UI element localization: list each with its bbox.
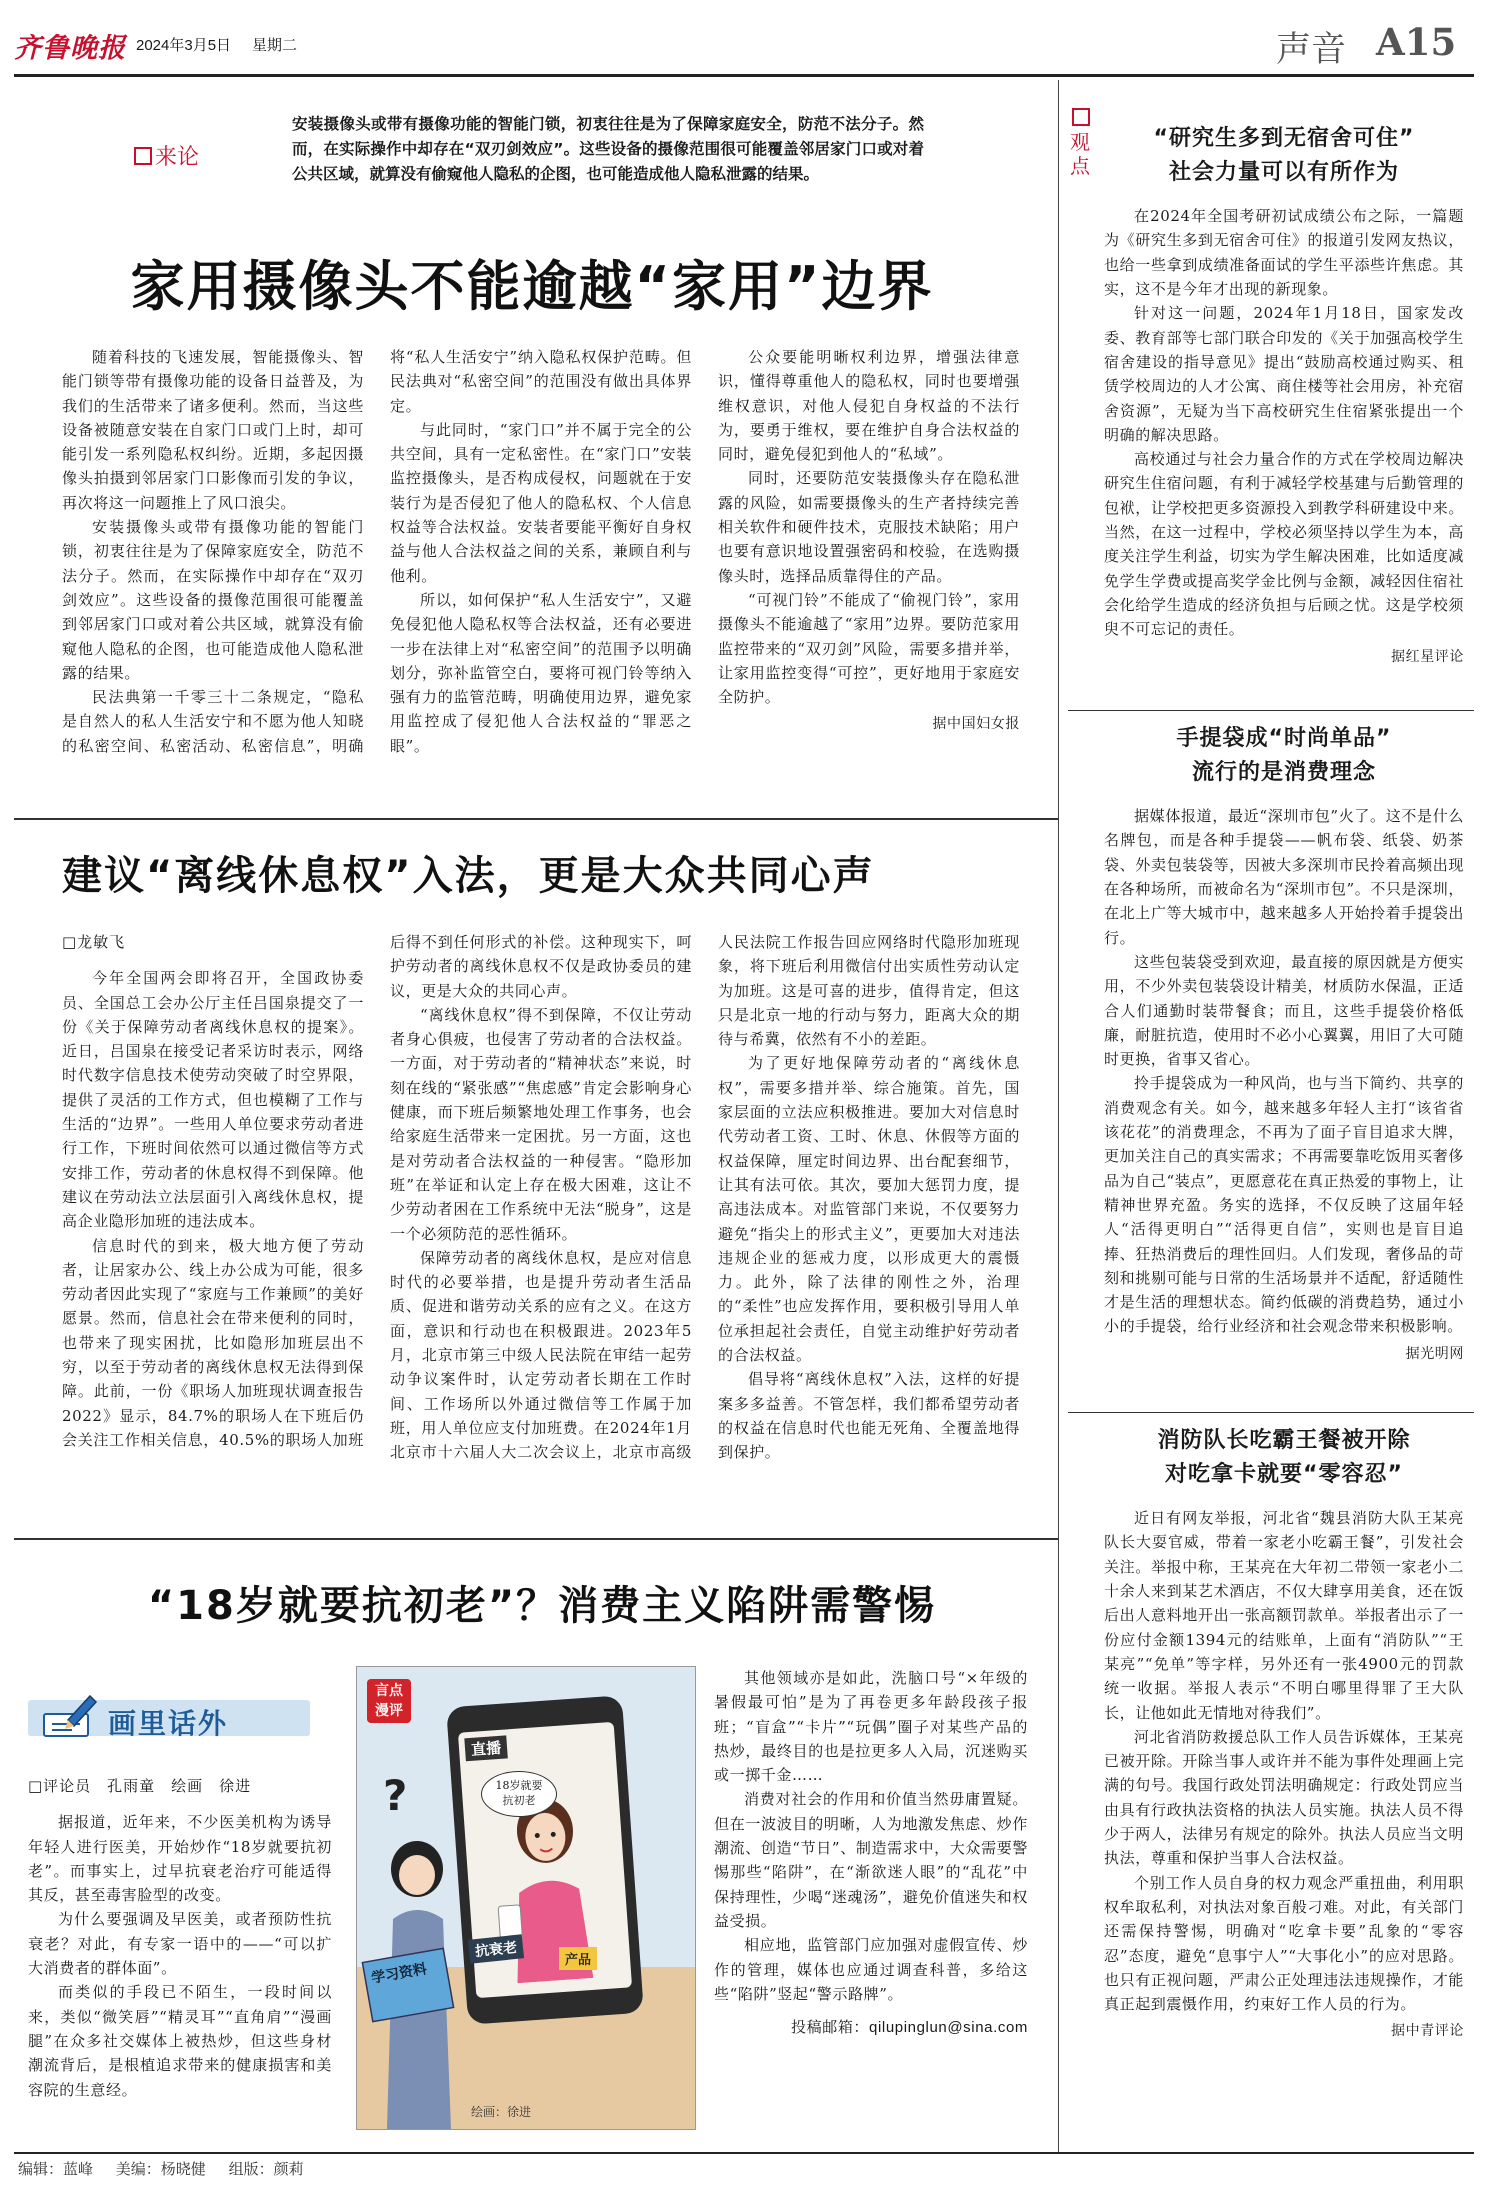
article-source: 据中国妇女报 [932,716,1020,733]
footer-proof: 组版：颜莉 [228,2160,304,2178]
paragraph: 倡导将“离线休息权”入法，这样的好提案多多益善。不管怎样，我们都希望劳动者的权益在信息时代也能无死角、全覆盖地得到保护。 [718,1370,1020,1462]
paragraph: 个别工作人员自身的权力观念严重扭曲，利用职权牟取私利，对执法对象百般刁难。对此，有关部门还需保持警惕，明确对“吃拿卡要”乱象的“零容忍”态度，避免“息事宁人”“大事化小”的应对思路。也只有正视问题，严肃公正处理违法违规操作，才能真正起到震慑作用，约束好工作人员的行为。 [1104,1873,1464,2014]
paragraph: 近日有网友举报，河北省“魏县消防大队王某亮队长大耍官威，带着一家老小吃霸王餐”，引发社会关注。举报中称，王某亮在大年初二带领一家老小二十余人来到某艺术酒店，不仅大肆享用美食，还在饭后出人意料地开出一张高额罚款单。举报者出示了一份应付金额1394元的结账单，上面有“消防队”“王某亮”“免单”等字样，另外还有一张4900元的罚款统一收据。举报人表示“不明白哪里得罪了王大队长，让他如此无情地对待我们”。 [1104,1509,1464,1722]
paragraph: 同时，还要防范安装摄像头存在隐私泄露的风险，如需要摄像头的生产者持续完善相关软件和硬件技术，克服技术缺陷；用户也要有意识地设置强密码和校验，在选购摄像头时，选择品质靠得住的产品。 [718,469,1020,585]
opinion-title: 手提袋成“时尚单品” 流行的是消费理念 [1176,726,1392,786]
footer-credits [18,2158,304,2179]
paragraph: 据媒体报道，最近“深圳市包”火了。这不是什么名牌包，而是各种手提袋——帆布袋、纸袋、奶茶袋、外卖包装袋等，因被大多深圳市民拎着高频出现在各种场所，而被命名为“深圳市包”。不只是深圳，在北上广等大城市中，越来越多人开始拎着手提袋出行。 [1104,807,1464,947]
paragraph: 为了更好地保障劳动者的“离线休息权”，需要多措并举、综合施策。首先，国家层面的立法应积极推进。要加大对信息时代劳动者工资、工时、休息、休假等方面的权益保障，厘定时间边界、出台配套细节，让其有法可依。其次，要加大惩罚力度，提高违法成本。对监管部门来说，不仅要努力避免“指尖上的形式主义”，更要加大对违法违规企业的惩戒力度，以形成更大的震慑力。此外，除了法律的刚性之外，治理的“柔性”也应发挥作用，要积极引导用人单位承担起社会责任，自觉主动维护好劳动者的合法权益。 [718,1054,1020,1365]
paragraph: 所以，如何保护“私人生活安宁”，又避免侵犯他人隐私权等合法权益，还有必要进一步在法律上对“私密空间”的范围予以明确划分，弥补监管空白，要将可视门铃等纳入强有力的监管范畴，明确使用边界，避免家用监控成了侵犯他人合法权益的“罪恶之眼”。 [390,590,692,755]
headline-camera: 家用摄像头不能逾越“家用”边界 [130,255,934,318]
footer-rule [14,2152,1474,2154]
opinion-body [1104,804,1464,1365]
divider [14,818,1058,820]
divider [1068,1412,1474,1413]
paragraph: 安装摄像头或带有摄像功能的智能门锁，初衷往往是为了保障家庭安全，防范不法分子。然而，在实际操作中却存在“双刃剑效应”。这些设备的摄像范围很可能覆盖到邻居家门口或对着公共区域，就算没有偷窥他人隐私的企图，也可能造成他人隐私泄露的结果。 [62,518,364,682]
paragraph: 为什么要强调及早医美，或者预防性抗衰老？对此，有专家一语中的——“可以扩大消费者的群体面”。 [28,1910,332,1978]
article-source: 据红星评论 [1391,648,1464,665]
cartoon-credit: 绘画：徐进 [471,2105,532,2119]
opinion-title: “研究生多到无宿舍可住” 社会力量可以有所作为 [1153,126,1415,186]
opinion-title: 消防队长吃霸王餐被开除 对吃拿卡就要“零容忍” [1157,1428,1411,1488]
paragraph: 这些包装袋受到欢迎，最直接的原因就是方便实用，不少外卖包装袋设计精美，材质防水保温，正适合人们通勤时装带餐食；而且，这些手提袋价格低廉，耐脏抗造，使用时不必小心翼翼，用旧了大可随时更换，省事又省心。 [1104,952,1464,1069]
live-label: 直播 [464,1735,508,1761]
paragraph: 其他领域亦是如此，洗脑口号“×年级的暑假最可怕”是为了再卷更多年龄段孩子报班；“盲盒”“卡片”“玩偶”圈子对某些产品的热炒，最终目的也是拉更多人入局，沉迷购买或一掷千金…… [714,1669,1028,1785]
article-source: 据中青评论 [1391,2023,1464,2040]
paragraph: 公众要能明晰权利边界，增强法律意识，懂得尊重他人的隐私权，同时也要增强维权意识，对他人侵犯自身权益的不法行为，要勇于维权，要在维护自身合法权益的同时，避免侵犯到他人的“私域”。 [718,348,1020,464]
page-number: A15 [1376,20,1457,64]
paragraph: 今年全国两会即将召开，全国政协委员、全国总工会办公厅主任吕国泉提交了一份《关于保障劳动者离线休息权的提案》。近日，吕国泉在接受记者采访时表示，网络时代数字信息技术使劳动突破了时空界限，提供了灵活的工作方式，但也模糊了工作与生活的“边界”。一些用人单位要求劳动者进行工作，下班时间依然可以通过微信等方式安排工作，劳动者的休息权得不到保障。他建议在劳动法立法层面引入离线休息权，提高企业隐形加班的违法成本。 [62,969,364,1231]
opinion-body [1104,204,1464,668]
paragraph: “可视门铃”不能成了“偷视门铃”，家用摄像头不能逾越了“家用”边界。要防范家用监控带来的“双刃剑”风险，需要多措并举，让家用监控变得“可控”，更好地用于家庭安全防护。 [718,590,1020,707]
paragraph: 与此同时，“家门口”并不属于完全的公共空间，具有一定私密性。在“家门口”安装监控摄像头，是否构成侵权，问题就在于安装行为是否侵犯了他人的隐私权、个人信息权益等合法权益。安装者要能平衡好自身权益与他人合法权益之间的关系，兼顾自利与他利。 [390,420,692,585]
headline-anti-aging: “18岁就要抗初老”？消费主义陷阱需警惕 [147,1583,937,1629]
paragraph: 拎手提袋成为一种风尚，也与当下简约、共享的消费观念有关。如今，越来越多年轻人主打“该省省该花花”的消费理念，不再为了面子盲目追求大牌，更加关注自己的真实需求；不再需要靠吃饭用买奢侈品为自己“装点”，更愿意花在真正热爱的事物上，让精神世界充盈。务实的选择，不仅反映了这届年轻人“活得更明白”“活得更自信”，实则也是盲目追捧、狂热消费后的理性回归。人们发现，奢侈品的苛刻和挑剔可能与日常的生活场景并不适配，舒适随性才是生活的理想状态。简约低碳的消费趋势，通过小小的手提袋，给行业经济和社会观念带来积极影响。 [1104,1074,1464,1336]
submit-email: 投稿邮箱：qilupinglun@sina.com [791,2019,1028,2037]
footer-designer: 美编：杨晓健 [115,2160,206,2178]
article-byline: □评论员 孔雨童 绘画 徐进 [28,1777,252,1795]
tag-study: 学习资料 [370,1961,429,1987]
paragraph: 民法典第一千零三十二条规定，“隐私是自然人的私人生活安宁和不愿为他人知晓的私密空间、私密活动、私密信息”，明确将“私人生活安宁”纳入隐私权保护范畴。但民法典对“私密空间”的范围没有做出具体界定。 [62,348,692,755]
paragraph: 高校通过与社会力量合作的方式在学校周边解决研究生住宿问题，有利于减轻学校基建与后勤管理的包袱，让学校把更多资源投入到教学科研建设中来。当然，在这一过程中，学校必须坚持以学生为本，高度关注学生利益，切实为学生解决困难，比如适度减免学生学费或提高奖学金比例与金额，减轻因住宿社会化给学生造成的经济负担与后顾之忧。这是学校须臾不可忘记的责任。 [1104,450,1464,639]
paper-logo: 齐鲁晚报 [14,33,126,64]
issue-weekday: 星期二 [252,36,298,54]
headline-offline-rest: 建议“离线休息权”入法，更是大众共同心声 [62,853,875,899]
tag-square-icon [1072,108,1090,126]
question-mark-icon: ? [383,1771,408,1820]
footer-editor: 编辑：蓝峰 [18,2160,94,2178]
paragraph: 而类似的手段已不陌生，一段时间以来，类似“微笑唇”“精灵耳”“直角肩”“漫画腿”在众多社交媒体上被热炒，但这些身材潮流背后，是根植追求带来的健康损害和美容院的生意经。 [28,1983,332,2099]
opinion-item-1 [1104,122,1464,668]
article-anti-aging-left [28,1774,332,2139]
article-anti-aging-right [714,1666,1028,2140]
column-divider [1058,80,1059,2152]
divider [14,1538,1058,1540]
paragraph: “离线休息权”得不到保障，不仅让劳动者身心俱疲，也侵害了劳动者的合法权益。一方面，对于劳动者的“精神状态”来说，时刻在线的“紧张感”“焦虑感”肯定会影响身心健康，而下班后频繁地处理工作事务，也会给家庭生活带来一定困扰。另一方面，这也是对劳动者合法权益的一种侵害。“隐形加班”在举证和认定上存在极大困难，这让不少劳动者困在工作系统中无法“脱身”，这是一个必须防范的恶性循环。 [390,1005,692,1243]
opinion-item-3 [1104,1424,1464,2043]
divider [1068,710,1474,711]
tag-anti-aging: 抗衰老 [468,1934,524,1964]
guandian-tag: 观点 [1068,108,1094,178]
paragraph: 河北省消防救援总队工作人员告诉媒体，王某亮已被开除。开除当事人或许并不能为事件处理画上完满的句号。我国行政处罚法明确规定：行政处罚应当由具有行政执法资格的执法人员实施。执法人员不得少于两人，法律另有规定的除外。执法人员应当文明执法，尊重和保护当事人合法权益。 [1104,1727,1464,1868]
paragraph: 随着科技的飞速发展，智能摄像头、智能门锁等带有摄像功能的设备日益普及，为我们的生活带来了诸多便利。然而，当这些设备被随意安装在自家门口或门上时，却可能引发一系列隐私权纠纷。近期，多起因摄像头拍摄到邻居家门口影像而引发的争议，再次将这一问题推上了风口浪尖。 [62,348,364,512]
tag-product: 产品 [559,1947,597,1970]
article-offline-body [62,930,1020,1512]
paragraph: 相应地，监管部门应加强对虚假宣传、炒作的管理，媒体也应通过调查科普，多给这些“陷阱”竖起“警示路牌”。 [714,1936,1028,2003]
speech-bubble: 18岁就要抗初老 [481,1771,557,1817]
lailun-lead: 安装摄像头或带有摄像功能的智能门锁，初衷往往是为了保障家庭安全，防范不法分子。然而，在实际操作中却存在“双刃剑效应”。这些设备的摄像范围很可能覆盖邻居家门口或对着公共区域，就算没有偷窥他人隐私的企图，也可能造成他人隐私泄露的结果。 [292,115,924,184]
article-camera-body [62,345,1020,775]
issue-date: 2024年3月5日 [136,37,232,54]
paragraph: 针对这一问题，2024年1月18日，国家发改委、教育部等七部门联合印发的《关于加强高校学生宿舍建设的指导意见》提出“鼓励高校通过购买、租赁学校周边的人才公寓、商住楼等社会用房，补充宿舍资源”，无疑为当下高校研究生住宿紧张提出一个明确的解决思路。 [1104,304,1464,444]
opinion-item-2 [1104,722,1464,1365]
cartoon-badge: 言点漫评 [367,1679,411,1723]
tag-square-icon [134,147,152,165]
opinion-body [1104,1506,1464,2043]
cartoon-illustration [356,1666,696,2130]
article-byline: □龙敏飞 [62,933,126,951]
pencil-icon [38,1690,102,1742]
lailun-tag: 来论 [134,140,199,166]
paragraph: 信息时代的到来，极大地方便了劳动者，让居家办公、线上办公成为可能，很多劳动者因此实现了“家庭与工作兼顾”的美好愿景。然而，信息社会在带来便利的同时，也带来了现实困扰，比如隐形加班层出不穷，以至于劳动者的离线休息权无法得到保障。此前，一份《职场人加班现状调查报告2022》显示，84.7%的职场人在下班后仍会关注工作相关信息，40.5%的职场人加班后得不到任何形式的补偿。这种现实下，呵护劳动者的离线休息权不仅是政协委员的建议，更是大众的共同心声。 [62,933,692,1449]
article-source: 据光明网 [1405,1345,1464,1362]
section-name: 声音 [1276,30,1347,70]
paragraph: 消费对社会的作用和价值当然毋庸置疑。但在一波波目的明晰，人为地激发焦虑、炒作潮流、创造“节日”、制造需求中，大众需要警惕那些“陷阱”，在“渐欲迷人眼”的“乱花”中保持理性，少喝“迷魂汤”，避免价值迷失和权益受损。 [714,1790,1028,1930]
paragraph: 保障劳动者的离线休息权，是应对信息时代的必要举措，也是提升劳动者生活品质、促进和谐劳动关系的应有之义。在这方面，意识和行动也在积极跟进。2023年5月，北京市第三中级人民法院在审结一起劳动争议案件时，认定劳动者长期在工作时间、工作场所以外通过微信等工作属于加班，用人单位应支付加班费。在2024年1月北京市十六届人大二次会议上，北京市高级人民法院工作报告回应网络时代隐形加班现象，将下班后利用微信付出实质性劳动认定为加班。这是可喜的进步，值得肯定，但这只是北京一地的行动与努力，距离大众的期待与希冀，依然有不小的差距。 [390,933,1020,1462]
paragraph: 据报道，近年来，不少医美机构为诱导年轻人进行医美，开始炒作“18岁就要抗初老”。而事实上，过早抗衰老治疗可能适得其反，甚至毒害脸型的改变。 [28,1813,332,1905]
masthead-rule [14,74,1474,77]
column-tag-cartoon [28,1690,310,1742]
paragraph: 在2024年全国考研初试成绩公布之际，一篇题为《研究生多到无宿舍可住》的报道引发网友热议，也给一些拿到成绩准备面试的学生平添些许焦虑。其实，这不是今年才出现的新现象。 [1104,207,1464,299]
column-tag-label: 画里话外 [108,1707,229,1740]
masthead [14,22,1474,74]
